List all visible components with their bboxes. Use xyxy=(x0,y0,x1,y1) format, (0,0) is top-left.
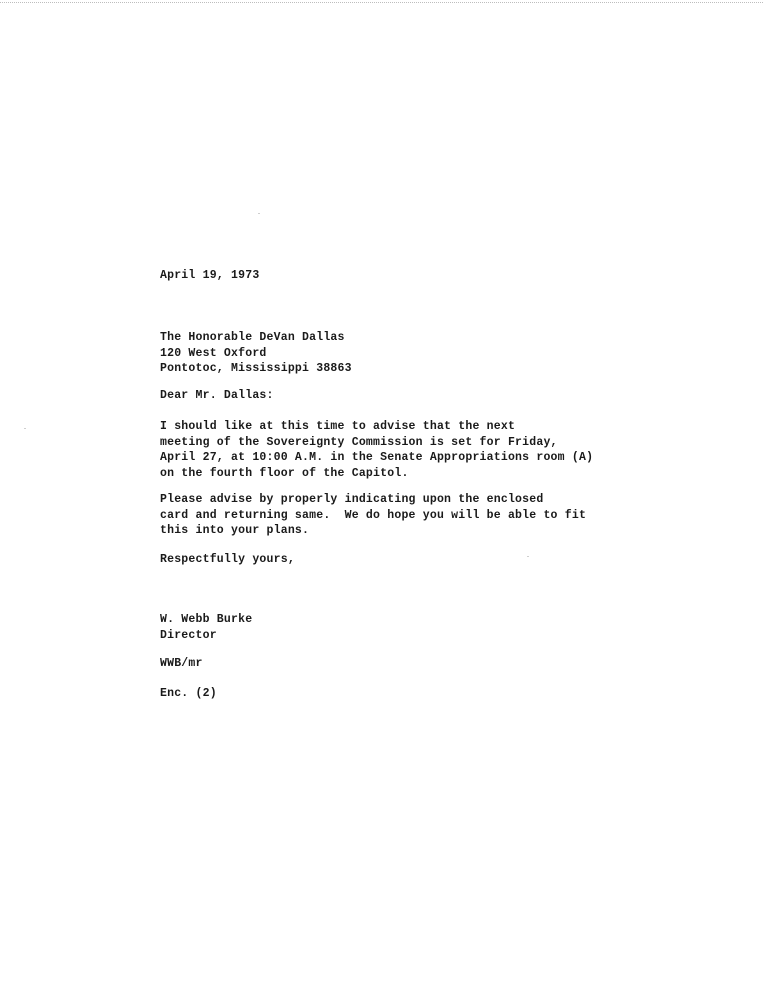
recipient-street: 120 West Oxford xyxy=(160,346,267,360)
closing-block xyxy=(160,552,295,568)
initials-block xyxy=(160,656,203,672)
salutation: Dear Mr. Dallas: xyxy=(160,389,274,402)
signer-title: Director xyxy=(160,628,217,642)
paragraph-1 xyxy=(160,419,593,481)
closing: Respectfully yours, xyxy=(160,553,295,566)
letter-date-block xyxy=(160,268,259,284)
paragraph-line: this into your plans. xyxy=(160,524,310,537)
recipient-city: Pontotoc, Mississippi 38863 xyxy=(160,362,352,375)
paragraph-line: meeting of the Sovereignty Commission is set for Friday, xyxy=(160,435,558,449)
page-top-border xyxy=(0,2,763,3)
paragraph-line: I should like at this time to advise that the next xyxy=(160,420,516,433)
letter-date: April 19, 1973 xyxy=(160,269,260,282)
reference-initials: WWB/mr xyxy=(160,657,203,670)
enclosure-note: Enc. (2) xyxy=(160,687,217,700)
enclosure-block xyxy=(160,686,217,702)
signature-block xyxy=(160,612,252,643)
paragraph-line: on the fourth floor of the Capitol. xyxy=(160,466,409,480)
paragraph-line: April 27, at 10:00 A.M. in the Senate Appropriations room (A) xyxy=(160,451,594,464)
paragraph-line: Please advise by properly indicating upon the enclosed xyxy=(160,493,544,506)
scan-speck xyxy=(24,428,26,429)
recipient-address xyxy=(160,330,352,377)
scan-speck xyxy=(527,556,529,557)
salutation-block xyxy=(160,388,274,404)
signer-name: W. Webb Burke xyxy=(160,613,253,626)
scan-speck xyxy=(258,213,260,214)
recipient-name: The Honorable DeVan Dallas xyxy=(160,331,345,344)
paragraph-line: card and returning same. We do hope you will be able to fit xyxy=(160,508,587,522)
paragraph-2 xyxy=(160,492,586,539)
